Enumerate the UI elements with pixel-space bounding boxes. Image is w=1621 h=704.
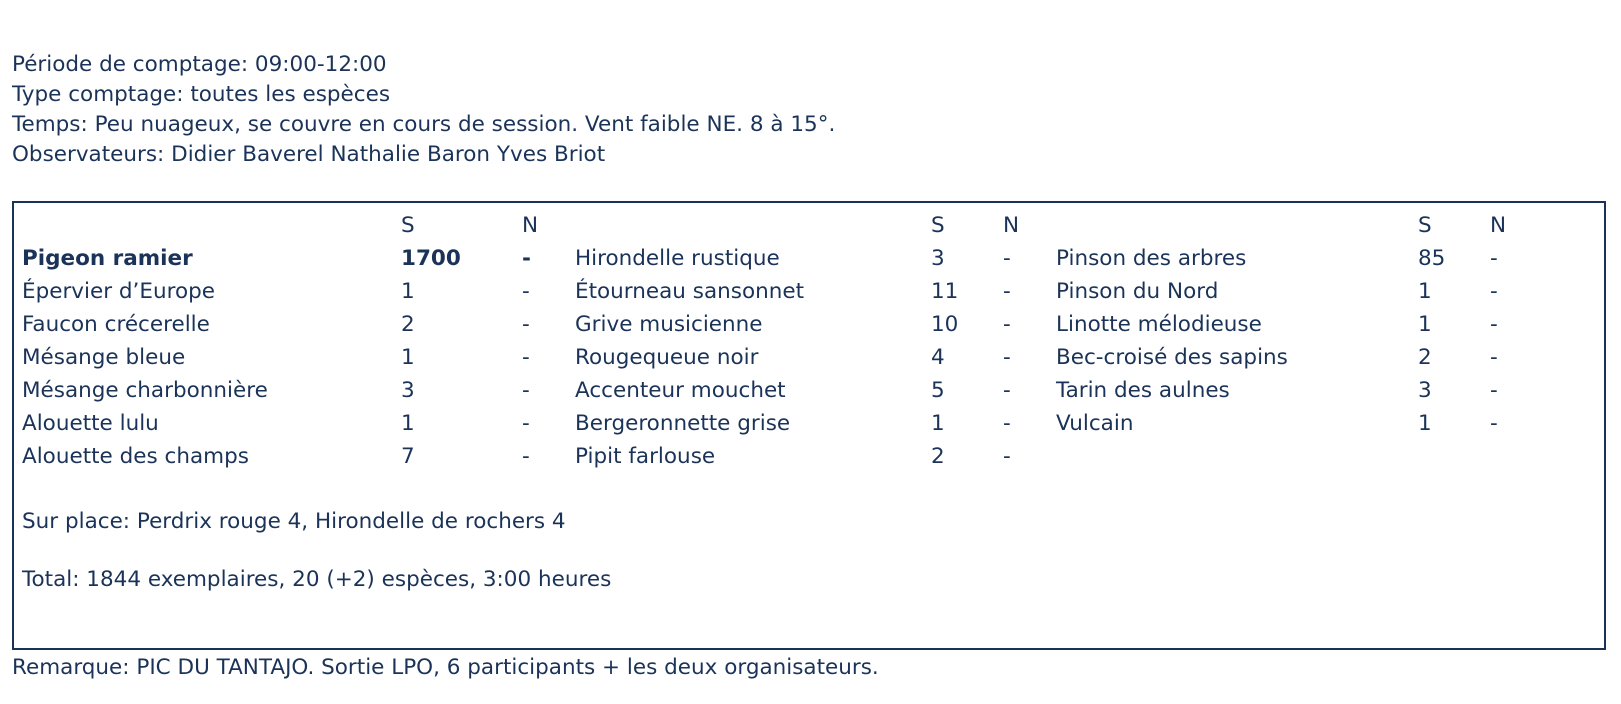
remark: Remarque: PIC DU TANTAJO. Sortie LPO, 6 participants + les deux organisateurs.: [12, 655, 879, 680]
species-count-s: 1: [401, 345, 415, 370]
column-header-n: N: [1490, 213, 1507, 238]
species-name: Pigeon ramier: [22, 246, 193, 271]
count-type: Type comptage: toutes les espèces: [12, 82, 391, 107]
species-name: Épervier d’Europe: [22, 279, 215, 304]
species-count-n: -: [1490, 312, 1498, 337]
species-name: Rougequeue noir: [575, 345, 759, 370]
species-count-n: -: [522, 279, 530, 304]
species-count-s: 1: [1418, 411, 1432, 436]
species-count-s: 5: [931, 378, 945, 403]
column-header-s: S: [1418, 213, 1432, 238]
species-count-s: 1: [1418, 312, 1432, 337]
species-count-n: -: [1003, 345, 1011, 370]
column-header-n: N: [1003, 213, 1020, 238]
species-count-s: 2: [1418, 345, 1432, 370]
species-count-s: 7: [401, 444, 415, 469]
species-count-s: 4: [931, 345, 945, 370]
species-count-n: -: [522, 345, 530, 370]
observers: Observateurs: Didier Baverel Nathalie Baron Yves Briot: [12, 142, 606, 167]
species-name: Mésange charbonnière: [22, 378, 268, 403]
species-count-n: -: [1490, 378, 1498, 403]
species-count-n: -: [1490, 246, 1498, 271]
column-header-s: S: [401, 213, 415, 238]
count-info: [12, 50, 835, 170]
species-count-n: -: [522, 444, 530, 469]
species-count-n: -: [522, 312, 530, 337]
species-name: Mésange bleue: [22, 345, 186, 370]
species-count-n: -: [1003, 444, 1011, 469]
species-name: Accenteur mouchet: [575, 378, 786, 403]
count-period: Période de comptage: 09:00-12:00: [12, 52, 387, 77]
species-name: Tarin des aulnes: [1056, 378, 1230, 403]
species-count-s: 3: [1418, 378, 1432, 403]
species-name: Pipit farlouse: [575, 444, 716, 469]
species-count-n: -: [522, 378, 530, 403]
species-count-s: 1: [401, 411, 415, 436]
species-name: Alouette des champs: [22, 444, 249, 469]
species-name: Linotte mélodieuse: [1056, 312, 1262, 337]
species-count-n: -: [1490, 279, 1498, 304]
species-count-s: 11: [931, 279, 959, 304]
species-name: Vulcain: [1056, 411, 1134, 436]
species-count-s: 1: [1418, 279, 1432, 304]
species-name: Pinson des arbres: [1056, 246, 1247, 271]
species-name: Bergeronnette grise: [575, 411, 791, 436]
species-name: Alouette lulu: [22, 411, 159, 436]
species-count-n: -: [1003, 312, 1011, 337]
species-count-n: -: [1003, 246, 1011, 271]
species-count-n: -: [1490, 345, 1498, 370]
species-count-s: 85: [1418, 246, 1446, 271]
total-summary: Total: 1844 exemplaires, 20 (+2) espèces, 3:00 heures: [22, 567, 612, 592]
species-count-n: -: [522, 411, 530, 436]
species-count-n: -: [1490, 411, 1498, 436]
species-count-n: -: [1003, 279, 1011, 304]
species-table: [12, 201, 1606, 650]
column-header-n: N: [522, 213, 539, 238]
species-count-s: 1: [931, 411, 945, 436]
species-count-s: 3: [931, 246, 945, 271]
species-name: Étourneau sansonnet: [575, 279, 805, 304]
species-count-s: 2: [401, 312, 415, 337]
species-count-n: -: [1003, 378, 1011, 403]
weather: Temps: Peu nuageux, se couvre en cours de session. Vent faible NE. 8 à 15°.: [12, 112, 836, 137]
species-count-n: -: [1003, 411, 1011, 436]
column-header-s: S: [931, 213, 945, 238]
species-name: Pinson du Nord: [1056, 279, 1219, 304]
species-count-s: 1700: [401, 246, 461, 271]
species-name: Hirondelle rustique: [575, 246, 780, 271]
species-count-s: 3: [401, 378, 415, 403]
onsite-note: Sur place: Perdrix rouge 4, Hirondelle de rochers 4: [22, 509, 566, 534]
species-count-s: 2: [931, 444, 945, 469]
species-name: Faucon crécerelle: [22, 312, 210, 337]
species-count-n: -: [522, 246, 531, 271]
species-name: Bec-croisé des sapins: [1056, 345, 1288, 370]
species-count-s: 1: [401, 279, 415, 304]
species-count-s: 10: [931, 312, 959, 337]
species-name: Grive musicienne: [575, 312, 763, 337]
